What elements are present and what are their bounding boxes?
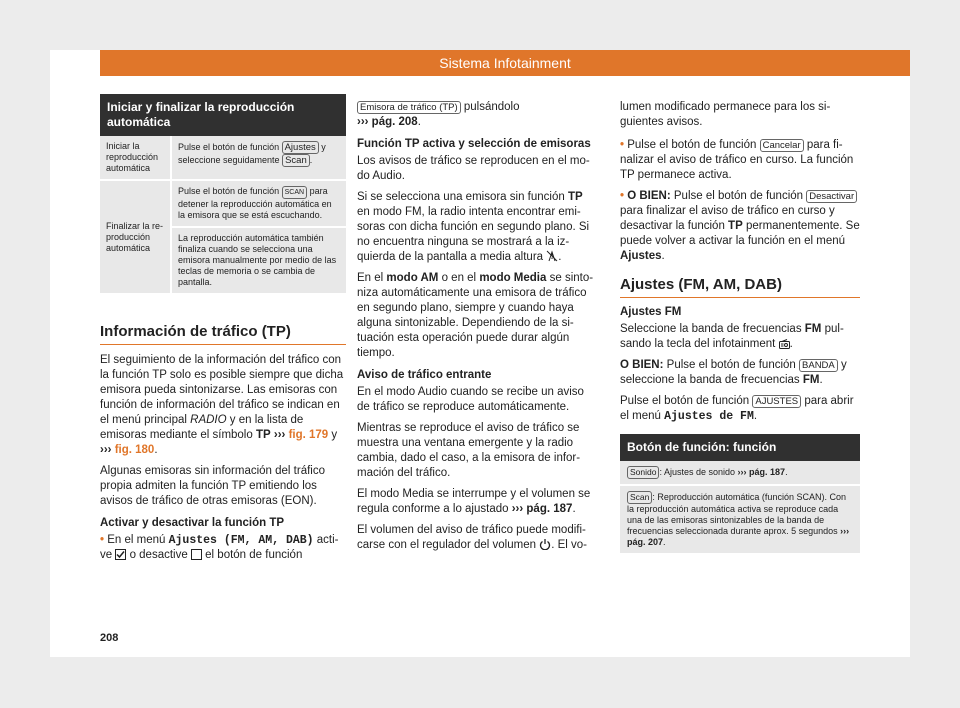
banda-button[interactable]: BANDA	[799, 359, 838, 372]
link-page-187[interactable]: ››› pág. 187	[511, 503, 573, 515]
autoplay-table	[100, 94, 346, 295]
scan-button[interactable]: Scan	[627, 491, 652, 504]
link-fig-180[interactable]: fig. 180	[114, 444, 155, 456]
autoplay-table-body	[100, 136, 346, 295]
subheading: Función TP activa y selección de emisoras	[357, 138, 591, 150]
bullet-item: • O BIEN: Pulse el botón de función Desactivar para finalizar el aviso de tráfico en curso y desactivar la función TP permanentemente. Se puede volver a activar la función en el menú Ajustes.	[620, 190, 860, 262]
power-volume-icon	[539, 538, 551, 550]
heading-settings: Ajustes (FM, AM, DAB)	[620, 276, 782, 293]
ajustes-button[interactable]: Ajustes	[282, 141, 319, 154]
manual-page	[50, 50, 910, 657]
table-row	[100, 136, 346, 180]
column-right	[620, 100, 860, 555]
function-table	[620, 434, 860, 555]
bullet-item: • En el menú Ajustes (FM, AM, DAB) active o desactive el botón de función	[100, 534, 339, 561]
bullet-icon: •	[620, 190, 625, 202]
sonido-button[interactable]: Sonido	[627, 466, 659, 479]
paragraph: El volumen del aviso de tráfico puede modificarse con el regulador del volumen . El vo-	[357, 524, 587, 551]
column-middle	[357, 100, 598, 559]
table-row: Sonido : Ajustes de sonido ››› pág. 187.	[620, 461, 860, 486]
paragraph: En el modo Audio cuando se recibe un aviso de tráfico se reproduce automáticamente.	[357, 386, 584, 413]
paragraph: En el modo AM o en el modo Media se sintoniza automáticamente una emisora de tráfico en segundo plano, siempre y cuando haya alguna sintonizable. Dependiendo de la situación esta operación puede durar algún tiempo.	[357, 272, 594, 359]
table-row: Scan : Reproducción automática (función SCAN). Con la reproducción automática activa se reproduce cada una de las emisoras sintonizables de la banda de frecuencias seleccionada durante aprox. 5 segundos ››› pág. 207.	[620, 486, 860, 555]
row-label-stop: Finalizar la reproducción automática	[100, 180, 171, 294]
section-heading	[100, 323, 346, 345]
row-label-start: Iniciar la reproducción automática	[100, 136, 171, 180]
traffic-station-button[interactable]: Emisora de tráfico (TP)	[357, 101, 461, 114]
heading-traffic-info: Información de tráfico (TP)	[100, 323, 291, 340]
page-header: Sistema Infotainment	[100, 50, 910, 76]
ajustes-caps-button[interactable]: AJUSTES	[752, 395, 801, 408]
subheading: Aviso de tráfico entrante	[357, 369, 492, 381]
link-page-207[interactable]: ››› pág. 207	[627, 526, 850, 547]
row-text-stop-2: La reproducción automática también finaliza cuando se selecciona una emisora manualmente por medio de las teclas de memoria o se cambia de pantalla.	[171, 227, 346, 294]
paragraph: Emisora de tráfico (TP) pulsándolo ››› pág. 208.	[357, 101, 520, 128]
radio-key-icon	[779, 339, 790, 349]
paragraph: lumen modificado permanece para los siguientes avisos.	[620, 101, 831, 128]
bullet-icon: •	[100, 534, 105, 546]
section-heading	[620, 276, 860, 298]
checkbox-empty-icon	[191, 549, 202, 560]
paragraph: Los avisos de tráfico se reproducen en el modo Audio.	[357, 155, 590, 182]
paragraph: Seleccione la banda de frecuencias FM pulsando la tecla del infotainment .	[620, 323, 844, 350]
paragraph: El modo Media se interrumpe y el volumen se regula conforme a lo ajustado ››› pág. 187.	[357, 488, 591, 515]
subheading: Ajustes FM	[620, 306, 682, 318]
link-page-208[interactable]: ››› pág. 208	[357, 116, 418, 128]
function-table-title: Botón de función: función	[620, 434, 860, 461]
row-text-start: Pulse el botón de función Ajustes y seleccione seguidamente Scan .	[171, 136, 346, 180]
paragraph: Pulse el botón de función AJUSTES para abrir el menú Ajustes de FM.	[620, 395, 854, 423]
subheading: Activar y desactivar la función TP	[100, 517, 285, 529]
desactivar-button[interactable]: Desactivar	[806, 190, 857, 203]
link-fig-179[interactable]: fig. 179	[288, 429, 329, 441]
paragraph: Si se selecciona una emisora sin función TP en modo FM, la radio intenta encontrar emisoras con dicha función en segundo plano. Si no encuentra ninguna se mostrará a la izquierda de la pantalla a media altura .	[357, 191, 590, 263]
link-page-187[interactable]: ››› pág. 187	[737, 467, 786, 477]
table-title: Iniciar y finalizar la reproducción automática	[100, 94, 346, 136]
paragraph: O BIEN: Pulse el botón de función BANDA y seleccione la banda de frecuencias FM.	[620, 359, 847, 386]
table-row	[100, 180, 346, 227]
scan-button[interactable]: Scan	[282, 154, 310, 167]
paragraph: Algunas emisoras sin información del tráfico propia admiten la función TP emitiendo los avisos de tráfico de otras emisoras (EON).	[100, 465, 325, 507]
paragraph: Mientras se reproduce el aviso de tráfico se muestra una ventana emergente y la radio cambia, dado el caso, a la emisora de información del tráfico.	[357, 422, 581, 479]
no-traffic-icon	[546, 250, 558, 262]
paragraph: El seguimiento de la información del tráfico con la función TP solo es posible siempre que dicha emisora pueda sintonizarse. Las emisoras con función de información del tráfico se indican en el menú principal RADIO y en la lista de emisoras mediante el símbolo TP ››› fig. 179 y ››› fig. 180.	[100, 354, 344, 456]
bullet-item: • Pulse el botón de función Cancelar para finalizar el aviso de tráfico en curso. La función TP permanece activa.	[620, 139, 854, 181]
bullet-icon: •	[620, 139, 625, 151]
scan-key-icon[interactable]: SCAN	[282, 186, 307, 199]
row-text-stop-1: Pulse el botón de función SCAN para detener la reproducción automática en la emisora que se está escuchando.	[171, 180, 346, 227]
page-number: 208	[100, 632, 119, 644]
column-left	[100, 94, 346, 569]
checkbox-checked-icon	[115, 549, 126, 560]
cancelar-button[interactable]: Cancelar	[760, 139, 804, 152]
